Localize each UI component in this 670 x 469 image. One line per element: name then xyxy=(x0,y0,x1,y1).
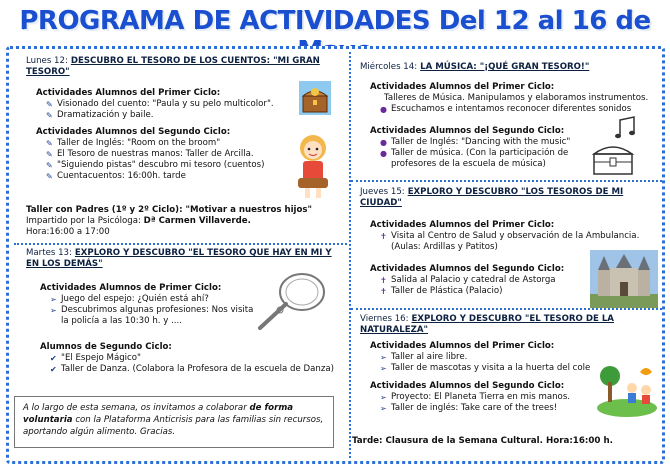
separator xyxy=(14,243,347,245)
tuesday-first-cycle xyxy=(40,283,260,327)
list-item: ➢ Descubrimos algunas profesiones: Nos visita la policía a las 10:30 h. y .... xyxy=(50,305,254,326)
wednesday-second-cycle xyxy=(370,126,590,170)
friday-heading: Viernes 16: EXPLORO Y DESCUBRO "EL TESORO DE LA NATURALEZA" xyxy=(360,314,614,335)
list-item: ➢ Taller de inglés: Take care of the trees! xyxy=(380,403,558,413)
column-divider xyxy=(349,52,351,458)
arrow-bullet-icon: ➢ xyxy=(380,393,387,402)
hand-mirror-icon xyxy=(248,270,334,332)
tuesday-heading: Martes 13: EXPLORO Y DESCUBRO "EL TESORO QUE HAY EN MI Y EN LOS DEMÁS" xyxy=(26,248,332,269)
list-item: ✝ Salida al Palacio y catedral de Astorga xyxy=(380,275,556,285)
cross-bullet-icon: ✝ xyxy=(380,232,387,241)
bullet-icon: ● xyxy=(380,138,387,147)
list-item: ➢ Proyecto: El Planeta Tierra en mis manos. xyxy=(380,392,571,402)
list-item: ✎ Cuentacuentos: 16:00h. tarde xyxy=(46,171,186,181)
bullet-icon: ✎ xyxy=(46,139,53,148)
thursday-second-cycle xyxy=(370,264,580,297)
wednesday-section xyxy=(360,62,655,73)
list-item: ➢ Juego del espejo: ¿Quién está ahí? xyxy=(50,294,209,304)
wednesday-first-cycle-label: Actividades Alumnos del Primer Ciclo: xyxy=(370,82,555,92)
wednesday-heading: Miércoles 14: LA MÚSICA: "¡QUÉ GRAN TESORO!" xyxy=(360,62,590,72)
friday-second-cycle-label: Actividades Alumnos del Segundo Ciclo: xyxy=(370,381,565,391)
monday-heading: Lunes 12: DESCUBRO EL TESORO DE LOS CUENTOS: "MI GRAN TESORO" xyxy=(26,56,320,77)
bullet-icon: ✎ xyxy=(46,150,53,159)
treasure-chest-icon xyxy=(298,80,332,116)
bullet-icon: ● xyxy=(380,149,387,158)
bullet-icon: ✎ xyxy=(46,100,53,109)
cross-bullet-icon: ✝ xyxy=(380,287,387,296)
arrow-bullet-icon: ➢ xyxy=(380,404,387,413)
thursday-first-cycle xyxy=(370,220,660,253)
wednesday-second-cycle-label: Actividades Alumnos del Segundo Ciclo: xyxy=(370,126,565,136)
kids-nature-icon xyxy=(596,362,658,418)
treasure-chest-icon xyxy=(590,140,636,176)
list-item: ✔ "El Espejo Mágico" xyxy=(50,353,141,363)
palace-photo-icon xyxy=(590,250,658,308)
music-notes-icon xyxy=(612,116,642,142)
check-bullet-icon: ✔ xyxy=(50,365,57,374)
thursday-heading: Jueves 15: EXPLORO Y DESCUBRO "LOS TESOROS DE MI CIUDAD" xyxy=(360,187,624,208)
separator xyxy=(351,180,662,182)
list-item: ✔ Taller de Danza. (Colabora la Profesora de la escuela de Danza) xyxy=(50,364,334,374)
bullet-icon: ● xyxy=(380,105,387,114)
bullet-icon: ✎ xyxy=(46,111,53,120)
list-item: ➢ Taller de mascotas y visita a la huerta del cole xyxy=(380,363,591,373)
list-item: ● Taller de Inglés: "Dancing with the music" xyxy=(380,137,571,147)
monday-first-cycle xyxy=(36,88,286,182)
list-item: ✎ El Tesoro de nuestras manos: Taller de Arcilla. xyxy=(46,149,254,159)
tuesday-second-cycle-label: Alumnos de Segundo Ciclo: xyxy=(40,342,172,352)
parents-workshop: Taller con Padres (1º y 2º Ciclo): "Motivar a nuestros hijos" Impartido por la Psicóloga: Dª Carmen Villaverde. Hora:16:00 a 17:00 xyxy=(26,205,312,237)
separator xyxy=(351,308,662,310)
list-item: ✎ Visionado del cuento: "Paula y su pelo multicolor". xyxy=(46,99,274,109)
cross-bullet-icon: ✝ xyxy=(380,276,387,285)
closing-line: Tarde: Clausura de la Semana Cultural. Hora:16:00 h. xyxy=(352,436,613,446)
arrow-bullet-icon: ➢ xyxy=(380,364,387,373)
bullet-icon: ✎ xyxy=(46,172,53,181)
tuesday-first-cycle-label: Actividades Alumnos de Primer Ciclo: xyxy=(40,283,222,293)
friday-second-cycle xyxy=(370,381,610,414)
friday-first-cycle xyxy=(370,341,610,374)
arrow-bullet-icon: ➢ xyxy=(50,295,57,304)
friday-first-cycle-label: Actividades Alumnos del Primer Ciclo: xyxy=(370,341,555,351)
girl-illustration-icon xyxy=(288,130,338,200)
list-item: ✝ Taller de Plástica (Palacio) xyxy=(380,286,503,296)
list-item: ✝ Visita al Centro de Salud y observación de la Ambulancia. (Aulas: Ardillas y Patitos) xyxy=(380,231,640,252)
thursday-second-cycle-label: Actividades Alumnos del Segundo Ciclo: xyxy=(370,264,565,274)
tuesday-second-cycle xyxy=(40,342,340,375)
tuesday-section xyxy=(26,248,336,270)
note-box: A lo largo de esta semana, os invitamos a colaborar de forma voluntaria con la Plataforma Anticrisis para las familias sin recursos, aportando algún alimento. Gracias. xyxy=(14,396,334,448)
list-item: ✎ Taller de Inglés: "Room on the broom" xyxy=(46,138,221,148)
arrow-bullet-icon: ➢ xyxy=(50,306,57,315)
bullet-icon: ✎ xyxy=(46,161,53,170)
monday-first-cycle-label: Actividades Alumnos del Primer Ciclo: xyxy=(36,88,221,98)
thursday-first-cycle-label: Actividades Alumnos del Primer Ciclo: xyxy=(370,220,555,230)
thursday-section xyxy=(360,187,650,209)
page-title: PROGRAMA DE ACTIVIDADES Del 12 al 16 de xyxy=(19,6,651,36)
list-item: ● Escuchamos e intentamos reconocer diferentes sonidos xyxy=(380,104,632,114)
check-bullet-icon: ✔ xyxy=(50,354,57,363)
list-item: ● Taller de música. (Con la participación de profesores de la escuela de música) xyxy=(380,148,569,169)
monday-section xyxy=(26,56,326,78)
friday-section xyxy=(360,314,650,336)
arrow-bullet-icon: ➢ xyxy=(380,353,387,362)
monday-second-cycle-label: Actividades Alumnos del Segundo Ciclo: xyxy=(36,127,231,137)
list-item: ✎ "Siguiendo pistas" descubro mi tesoro (cuentos) xyxy=(46,160,265,170)
list-item: ✎ Dramatización y baile. xyxy=(46,110,154,120)
list-item: ➢ Taller al aire libre. xyxy=(380,352,468,362)
wednesday-first-cycle: Actividades Alumnos del Primer Ciclo: Talleres de Música. Manipulamos y elaboramos instrumentos. ● Escuchamos e intentamos reconocer diferentes sonidos xyxy=(370,82,660,115)
